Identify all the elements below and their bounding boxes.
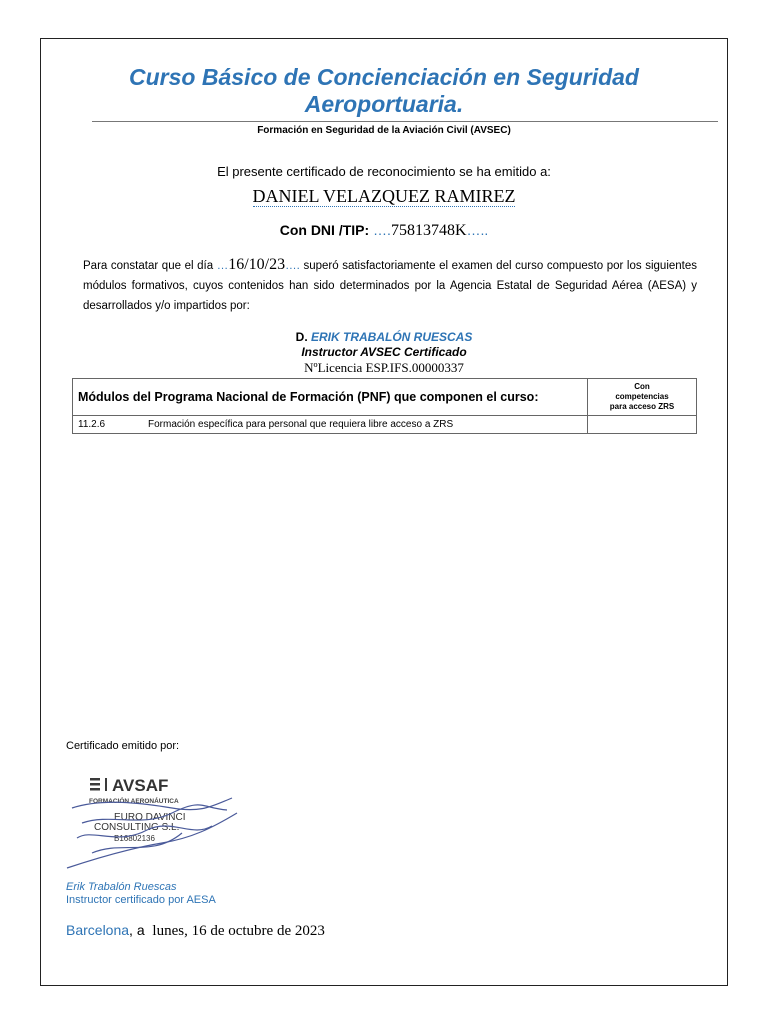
module-description: Formación específica para personal que requiera libre acceso a ZRS	[143, 416, 588, 434]
signature-block	[66, 881, 216, 907]
statement-prefix: Para constatar que el día	[83, 260, 214, 272]
table-header-zrs: Con competencias para acceso ZRS	[588, 379, 697, 416]
dni-value: 75813748K	[390, 222, 467, 239]
instructor-name: ERIK TRABALÓN RUESCAS	[311, 330, 473, 344]
logo-mark-icon	[90, 778, 100, 781]
issued-by-label: Certificado emitido por:	[66, 740, 180, 752]
instructor-license: NºLicencia ESP.IFS.00000337	[304, 360, 464, 375]
certificate-title: Curso Básico de Concienciación en Seguridad Aeroportuaria.	[129, 64, 639, 117]
table-header-row	[73, 379, 697, 416]
module-zrs	[588, 416, 697, 434]
issue-date: lunes, 16 de octubre de 2023	[152, 923, 325, 939]
stamp-logo-text: AVSAF	[112, 776, 169, 795]
signer-title: Instructor certificado por AESA	[66, 894, 216, 906]
dni-dots-after: …..	[466, 222, 489, 238]
modules-table	[72, 378, 697, 434]
recipient-name: DANIEL VELAZQUEZ RAMIREZ	[252, 186, 516, 206]
stamp-company-line-2: CONSULTING S.L.	[94, 822, 180, 833]
table-row	[73, 416, 697, 434]
date-dots-before: …	[216, 260, 229, 272]
stamp-tax-id: B16802136	[114, 834, 155, 843]
stamp-org-line: FORMACIÓN AERONÁUTICA	[89, 798, 179, 805]
table-header-main: Módulos del Programa Nacional de Formación (PNF) que componen el curso:	[73, 379, 588, 416]
module-code: 11.2.6	[73, 416, 144, 434]
company-stamp	[62, 768, 242, 878]
date-dots-after: ….	[285, 260, 300, 272]
dni-line	[40, 222, 728, 240]
exam-date: 16/10/23	[228, 256, 286, 273]
place-connector: , a	[129, 922, 145, 938]
certificate-subtitle: Formación en Seguridad de la Aviación Civil (AVSEC)	[257, 125, 511, 136]
dni-label: Con DNI /TIP:	[279, 222, 370, 238]
instructor-block	[40, 330, 728, 375]
statement-paragraph	[83, 255, 697, 316]
title-divider	[92, 121, 718, 122]
statement-text: superó satisfactoriamente el examen del curso compuesto por los siguientes módulos formativos, cuyos contenidos han sido determinados por la Agencia Estatal de Seguridad Aérea (AESA) y desarrollados y/o impartidos por:	[83, 260, 698, 312]
signer-name: Erik Trabalón Ruescas	[66, 881, 177, 893]
stamp-company-line-1: EURO DAVINCI	[114, 812, 186, 823]
place-date-line	[66, 922, 325, 940]
instructor-prefix: D.	[295, 330, 308, 344]
dni-dots-before: ….	[373, 222, 391, 238]
issued-to-text: El presente certificado de reconocimiento se ha emitido a:	[217, 164, 551, 179]
place-city: Barcelona	[66, 922, 130, 938]
signature-scribble	[67, 798, 237, 868]
instructor-role: Instructor AVSEC Certificado	[301, 345, 467, 359]
